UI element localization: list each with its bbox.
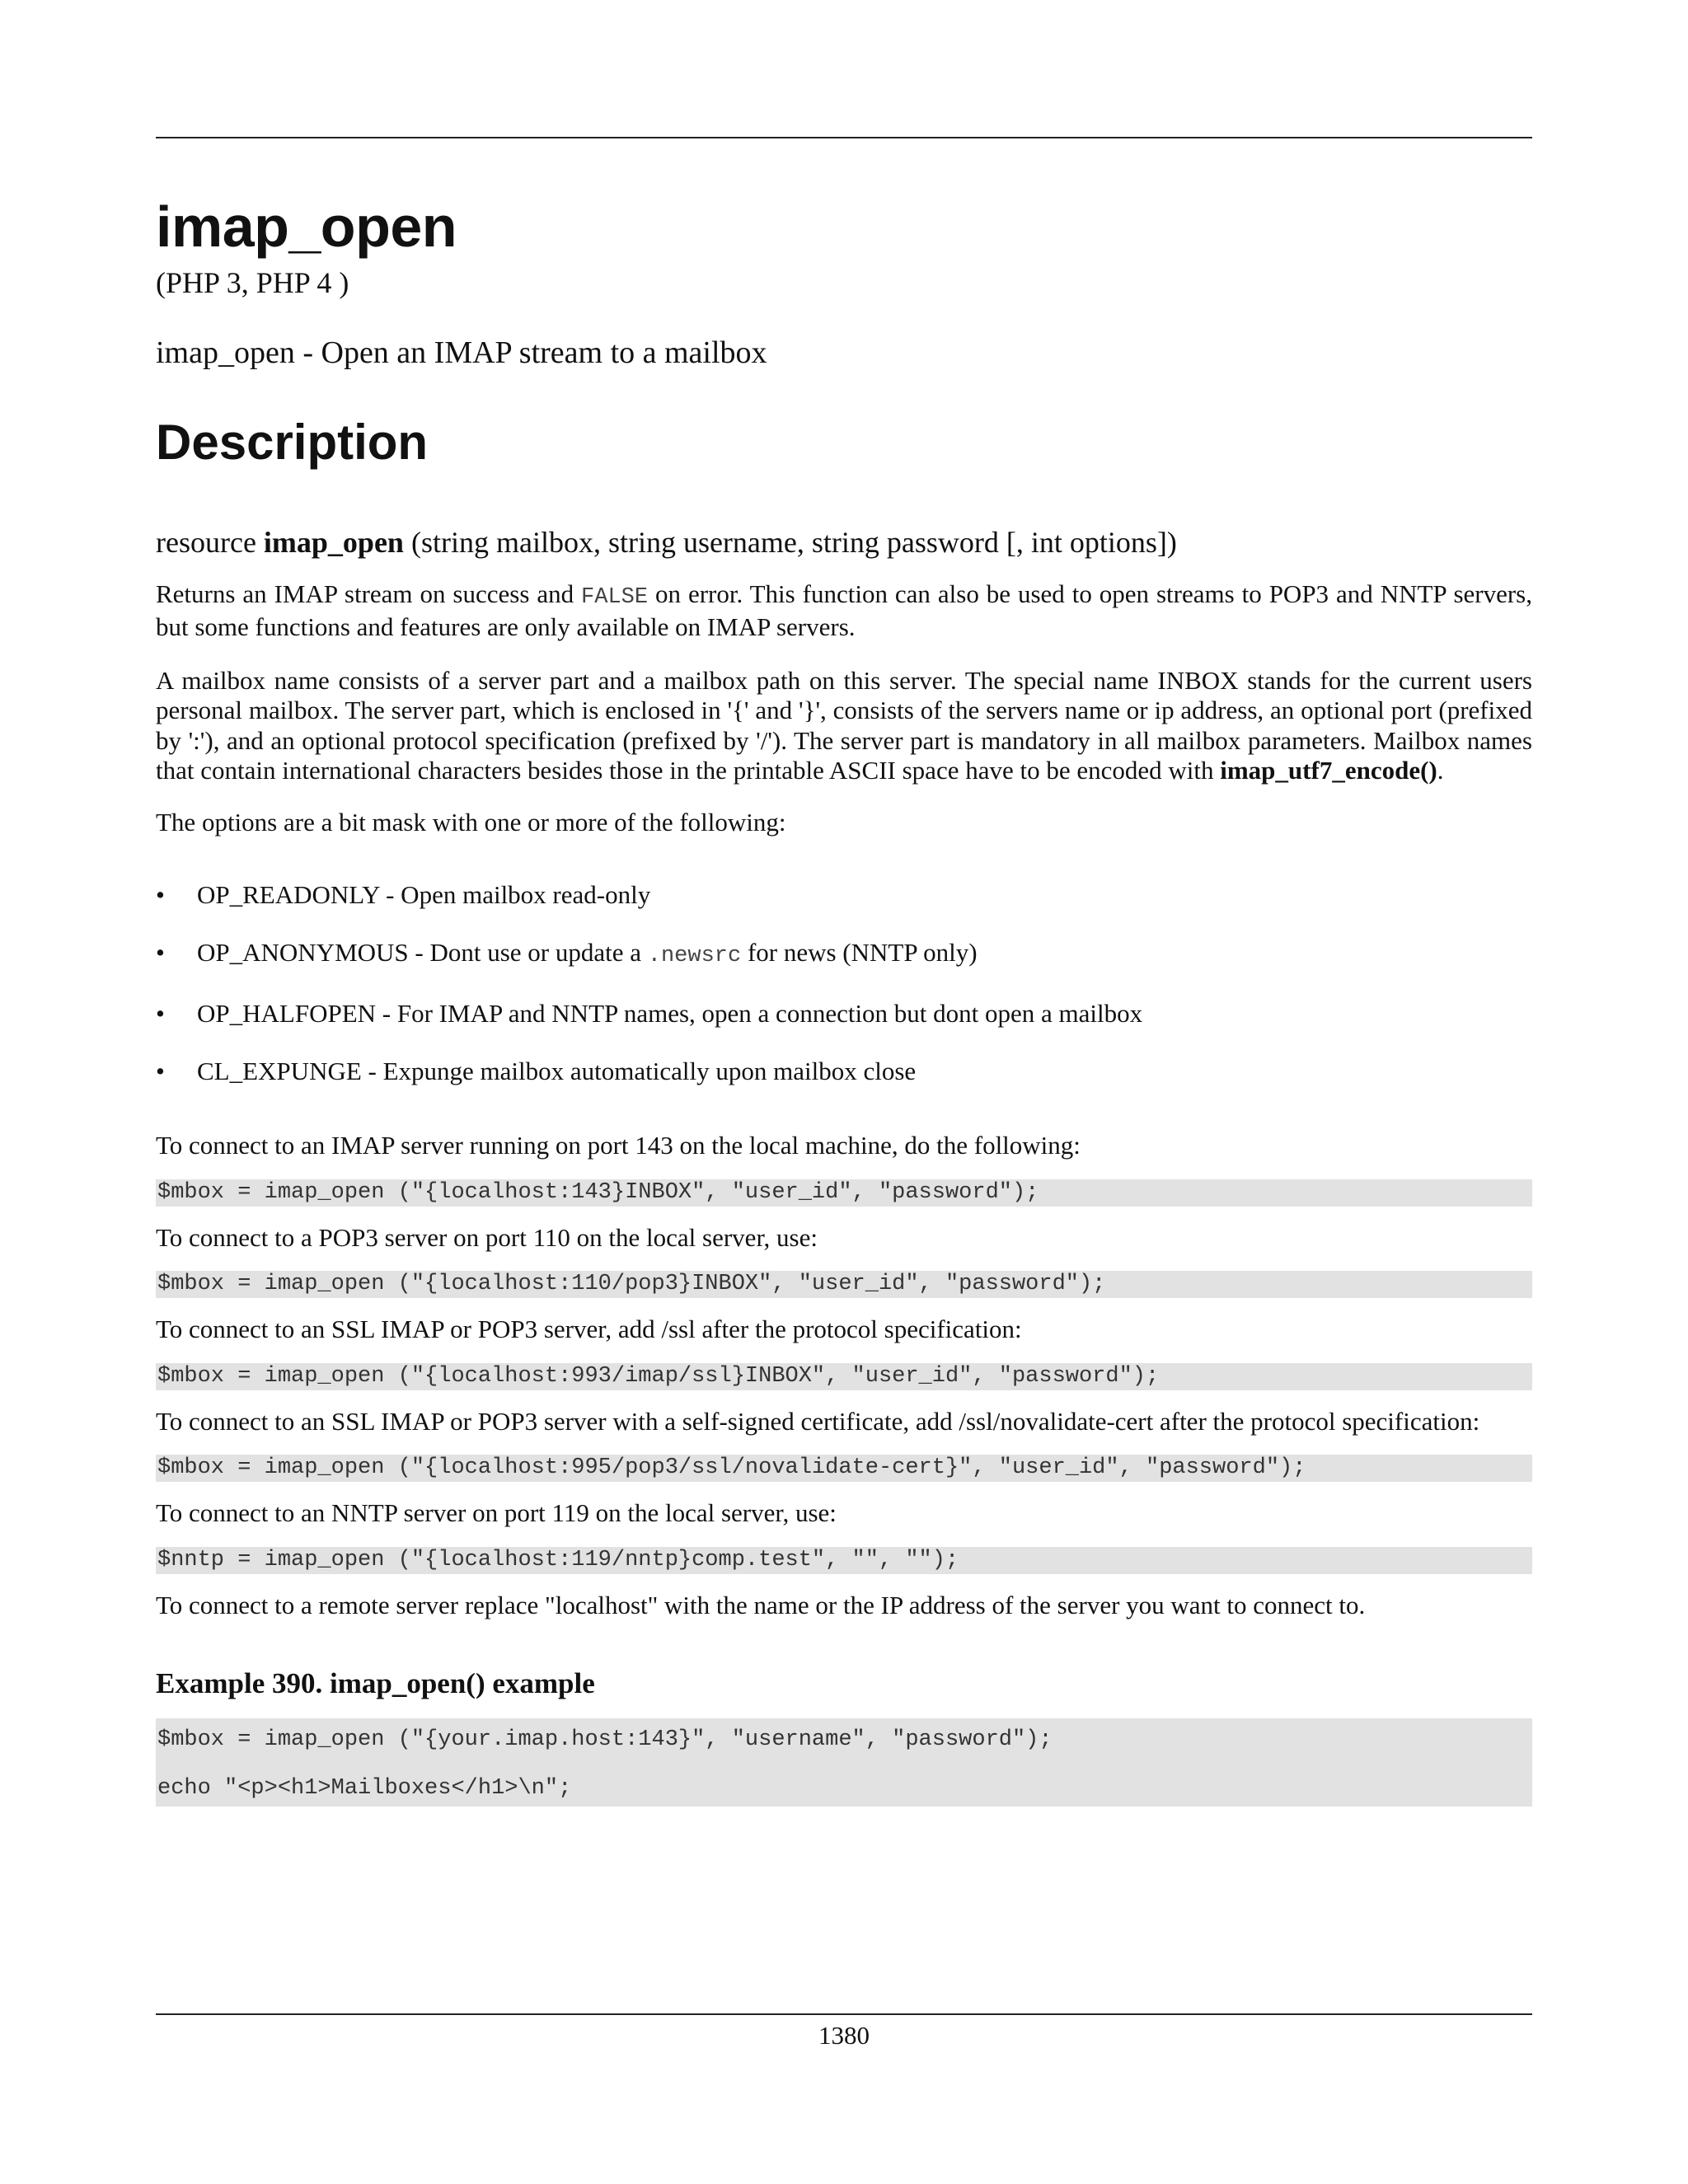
newsrc-code: .newsrc bbox=[647, 944, 742, 969]
function-params: (string mailbox, string username, string password [, int options]) bbox=[410, 526, 1177, 560]
page-content bbox=[156, 188, 1532, 1807]
utf7-encode-link[interactable]: imap_utf7_encode() bbox=[1220, 756, 1437, 785]
list-item: • CL_EXPUNGE - Expunge mailbox automatically upon mailbox close bbox=[156, 1057, 917, 1086]
refname: imap_open - Open an IMAP stream to a mailbox bbox=[156, 335, 767, 370]
php-versions: (PHP 3, PHP 4 ) bbox=[156, 266, 349, 299]
usage-text: To connect to an IMAP server running on port 143 on the local machine, do the following: bbox=[156, 1131, 1081, 1160]
function-synopsis bbox=[156, 525, 1532, 560]
example-code-block bbox=[156, 1718, 1532, 1807]
page-title: imap_open bbox=[156, 194, 457, 259]
options-intro: The options are a bit mask with one or more of the following: bbox=[156, 807, 786, 837]
usage-text: To connect to a POP3 server on port 110 on the local server, use: bbox=[156, 1222, 818, 1252]
options-list bbox=[156, 880, 1532, 1086]
bullet-icon: • bbox=[156, 880, 165, 910]
footer-rule bbox=[156, 2013, 1532, 2015]
remote-paragraph: To connect to a remote server replace "localhost" with the name or the IP address of the server you want to connect to. bbox=[156, 1590, 1366, 1619]
false-constant: FALSE bbox=[581, 584, 649, 610]
list-item: • OP_HALFOPEN - For IMAP and NNTP names, open a connection but dont open a mailbox bbox=[156, 999, 1143, 1029]
header-rule bbox=[156, 137, 1532, 138]
usage-text: To connect to an NNTP server on port 119 on the local server, use: bbox=[156, 1498, 837, 1528]
code-line: $mbox = imap_open ("{your.imap.host:143}", "username", "password"); bbox=[157, 1727, 1053, 1752]
code-block: $mbox = imap_open ("{localhost:143}INBOX", "user_id", "password"); bbox=[156, 1179, 1532, 1207]
bullet-icon: • bbox=[156, 999, 165, 1029]
usage-text: To connect to an SSL IMAP or POP3 server, add /ssl after the protocol specification: bbox=[156, 1315, 1022, 1344]
returns-paragraph: Returns an IMAP stream on success and FALSE on error. This function can also be used to open streams to POP3 and NNTP servers, but some functions and features are only available on IMAP servers. bbox=[156, 579, 1533, 642]
list-item: • OP_READONLY - Open mailbox read-only bbox=[156, 880, 651, 910]
code-block: $nntp = imap_open ("{localhost:119/nntp}comp.test", "", ""); bbox=[156, 1547, 1532, 1574]
section-title: Description bbox=[156, 415, 429, 471]
list-item: • OP_ANONYMOUS - Dont use or update a .newsrc for news (NNTP only) bbox=[156, 938, 978, 969]
code-line: echo "<p><h1>Mailboxes</h1>\n"; bbox=[157, 1775, 572, 1801]
code-block: $mbox = imap_open ("{localhost:995/pop3/ssl/novalidate-cert}", "user_id", "password"); bbox=[156, 1455, 1532, 1482]
bullet-icon: • bbox=[156, 938, 165, 968]
usage-text: To connect to an SSL IMAP or POP3 server with a self-signed certificate, add /ssl/novalidate-cert after the protocol specification: bbox=[156, 1406, 1480, 1436]
return-type: resource bbox=[156, 526, 256, 560]
mailbox-paragraph: A mailbox name consists of a server part and a mailbox path on this server. The special name INBOX stands for the current users personal mailbox. The server part, which is enclosed in '{' and '}', consists of the servers name or ip address, an optional port (prefixed by ':'), and an optional protocol specification (prefixed by '/'). The server part is mandatory in all mailbox parameters. Mailbox names that contain international characters besides those in the printable ASCII space have to be encoded with imap_utf7_encode(). bbox=[156, 665, 1532, 785]
page-number: 1380 bbox=[818, 2021, 870, 2050]
bullet-icon: • bbox=[156, 1057, 165, 1086]
code-block: $mbox = imap_open ("{localhost:110/pop3}INBOX", "user_id", "password"); bbox=[156, 1271, 1532, 1298]
code-block: $mbox = imap_open ("{localhost:993/imap/ssl}INBOX", "user_id", "password"); bbox=[156, 1363, 1532, 1390]
function-name: imap_open bbox=[263, 526, 404, 560]
example-title: Example 390. imap_open() example bbox=[156, 1667, 595, 1700]
